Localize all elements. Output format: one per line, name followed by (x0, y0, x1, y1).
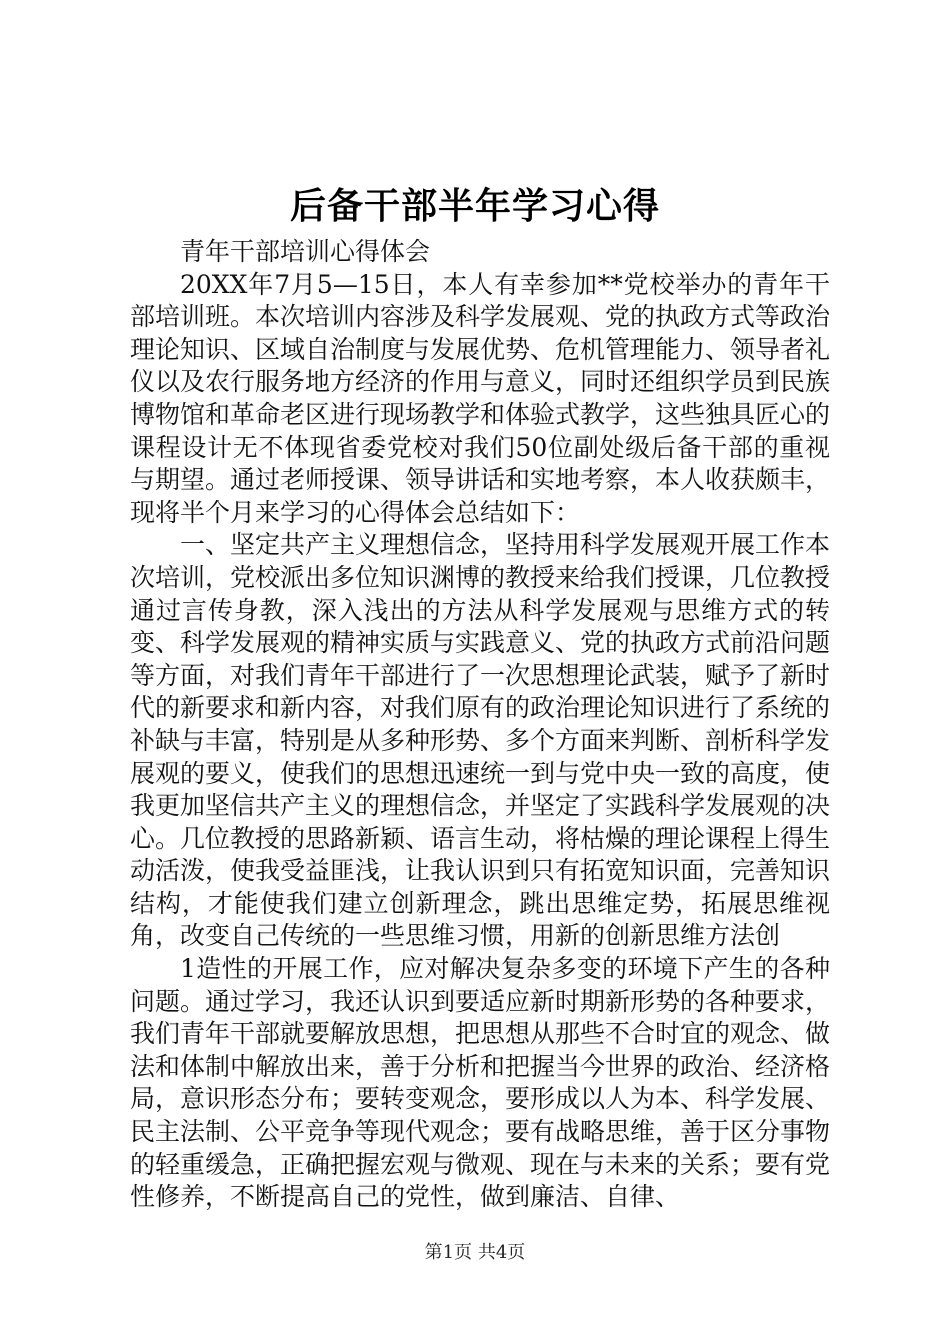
document-body (130, 236, 830, 1214)
page-number-footer: 第1页 共4页 (424, 1242, 526, 1263)
paragraph-subtitle: 青年干部培训心得体会 (180, 237, 431, 266)
paragraph-section-one: 一、坚定共产主义理想信念，坚持用科学发展观开展工作本次培训，党校派出多位知识渊博的教授来给我们授课，几位教授通过言传身教，深入浅出的方法从科学发展观与思维方式的转变、科学发展观的精神实质与实践意义、党的执政方式前沿问题等方面，对我们青年干部进行了一次思想理论武装，赋予了新时代的新要求和新内容，对我们原有的政治理论知识进行了系统的补缺与丰富，特别是从多种形势、多个方面来判断、剖析科学发展观的要义，使我们的思想迅速统一到与党中央一致的高度，使我更加坚信共产主义的理想信念，并坚定了实践科学发展观的决心。几位教授的思路新颖、语言生动，将枯燥的理论课程上得生动活泼，使我受益匪浅，让我认识到只有拓宽知识面，完善知识结构，才能使我们建立创新理念，跳出思维定势，拓展思维视角，改变自己传统的一些思维习惯，用新的创新思维方法创 (130, 530, 831, 951)
paragraph-continuation: 1造性的开展工作，应对解决复杂多变的环境下产生的各种问题。通过学习，我还认识到要适应新时期新形势的各种要求，我们青年干部就要解放思想，把思想从那些不合时宜的观念、做法和体制中解放出来，善于分析和把握当今世界的政治、经济格局，意识形态分布；要转变观念，要形成以人为本、科学发展、民主法制、公平竞争等现代观念；要有战略思维，善于区分事物的轻重缓急，正确把握宏观与微观、现在与未来的关系；要有党性修养，不断提高自己的党性，做到廉洁、自律、 (130, 954, 831, 1212)
paragraph-intro: 20XX年7月5—15日，本人有幸参加**党校举办的青年干部培训班。本次培训内容涉及科学发展观、党的执政方式等政治理论知识、区域自治制度与发展优势、危机管理能力、领导者礼仪以及农行服务地方经济的作用与意义，同时还组织学员到民族博物馆和革命老区进行现场教学和体验式教学，这些独具匠心的课程设计无不体现省委党校对我们50位副处级后备干部的重视与期望。通过老师授课、领导讲话和实地考察，本人收获颇丰，现将半个月来学习的心得体会总结如下： (130, 269, 831, 527)
document-title: 后备干部半年学习心得 (289, 186, 660, 227)
